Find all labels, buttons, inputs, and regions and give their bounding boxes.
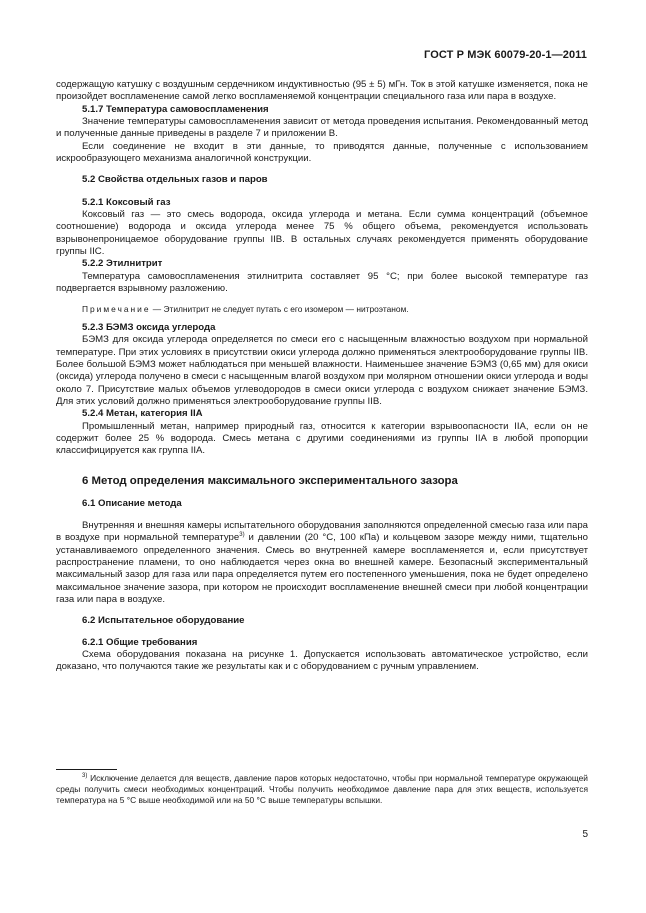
footnote-ref: 3) bbox=[239, 532, 245, 539]
note-label: Примечание bbox=[82, 303, 151, 314]
paragraph: Схема оборудования показана на рисунке 1. Допускается использовать автоматическое устройство, если доказано, что получаются такие же результаты как и с оборудованием с ручным управлением. bbox=[56, 649, 588, 673]
subsection-heading: 5.2.1 Коксовый газ bbox=[82, 196, 171, 208]
paragraph: Значение температуры самовоспламенения зависит от метода проведения испытания. Рекомендованный метод и полученные данные приведены в разделе 7 и приложении В. bbox=[56, 116, 588, 140]
footnote bbox=[56, 773, 588, 806]
body-text bbox=[56, 79, 588, 674]
page-number: 5 bbox=[582, 829, 588, 840]
paragraph-text: Внутренняя и внешняя камеры испытательного оборудования заполняются определенной смесью газа или пара в воздухе при нормальной температуре bbox=[56, 519, 588, 544]
document-header: ГОСТ Р МЭК 60079-20-1—2011 bbox=[424, 49, 587, 61]
subsection-heading: 5.2.4 Метан, категория IIA bbox=[82, 408, 203, 420]
footnote-divider bbox=[56, 769, 117, 770]
note bbox=[56, 303, 588, 315]
paragraph bbox=[56, 520, 588, 606]
footnote-text: Исключение делается для веществ, давление паров которых недостаточно, чтобы при нормальной температуре окружающей среды получить смеси необходимых концентраций. Чтобы получить необходимое давление пара для этих веществ, используется температура на 5 °С выше необходимой или на 50 °С выше температуры вспышки. bbox=[56, 773, 588, 805]
paragraph: Температура самовоспламенения этилнитрита составляет 95 °С; при более высокой температуре газ подвергается взрывному разложению. bbox=[56, 270, 588, 295]
paragraph: Промышленный метан, например природный газ, относится к категории взрывоопасности IIA, если он не содержит более 25 % водорода. Смесь метана с другими соединениями из группы IIA в любой пропорции классифицируется как группа IIA. bbox=[56, 420, 588, 457]
subsection-heading: 6.2.1 Общие требования bbox=[82, 636, 198, 648]
section-heading: 6.1 Описание метода bbox=[82, 497, 182, 509]
section-heading: 5.2 Свойства отдельных газов и паров bbox=[82, 174, 268, 186]
paragraph: Если соединение не входит в эти данные, то приводятся данные, полученные с использованием искрообразующего механизма аналогичной конструкции. bbox=[56, 140, 588, 165]
note-text: — Этилнитрит не следует путать с его изомером — нитроэтаном. bbox=[150, 303, 409, 314]
chapter-heading: 6 Метод определения максимального экспериментального зазора bbox=[82, 474, 458, 487]
paragraph: БЭМЗ для оксида углерода определяется по смеси его с насыщенным влажностью воздухом при нормальной температуре. При этих условиях в присутствии окиси углерода должно применяться электрооборудование группы IIB. Более большой БЭМЗ может наблюдаться при меньшей влажности. Наименьшее значение БЭМЗ (0,65 мм) для окиси (оксида) углерода получено в смеси с насыщенным влагой воздухом при молярном отношении окиси углерода и воды около 7. Присутствие малых объемов углеводородов в смеси окиси углерода с воздухом снижает значение БЭМЗ. Для этих условий должно применяться электрооборудование группы IIB. bbox=[56, 334, 588, 407]
paragraph-text: и давлении (20 °С, 100 кПа) и кольцевом зазоре между ними, тщательно устанавливаемого определенного значения. Смесь во внутренней камере воспламеняется и, если присутствует распространение пламени, то оно наблюдается через окна во внешней камере. Безопасный экспериментальный максимальный зазор для газа или пара определяется путем его постепенного уменьшения, пока не будет определено максимальное значение зазора, при котором не происходит воспламенение внешней смеси при любой концентрации газа или пара в воздухе. bbox=[56, 532, 588, 606]
subsection-heading: 5.2.3 БЭМЗ оксида углерода bbox=[82, 321, 216, 333]
paragraph: содержащую катушку с воздушным сердечником индуктивностью (95 ± 5) мГн. Ток в этой катушке изменяется, пока не произойдет воспламенение самой легко воспламеняемой концентрации специального газа или пара в воздухе. bbox=[56, 79, 588, 103]
footnote-mark: 3) bbox=[82, 773, 88, 780]
subsection-heading: 5.2.2 Этилнитрит bbox=[82, 258, 163, 270]
subsection-heading: 5.1.7 Температура самовоспламенения bbox=[82, 103, 269, 115]
section-heading: 6.2 Испытательное оборудование bbox=[82, 615, 245, 627]
paragraph: Коксовый газ — это смесь водорода, оксида углерода и метана. Если сумма концентраций (объемное соотношение) водорода и оксида углерода менее 75 % общего объема, рекомендуется использовать взрывонепроницаемое оборудование группы IIB. В остальных случаях рекомендуется применять оборудование группы IIC. bbox=[56, 209, 588, 258]
